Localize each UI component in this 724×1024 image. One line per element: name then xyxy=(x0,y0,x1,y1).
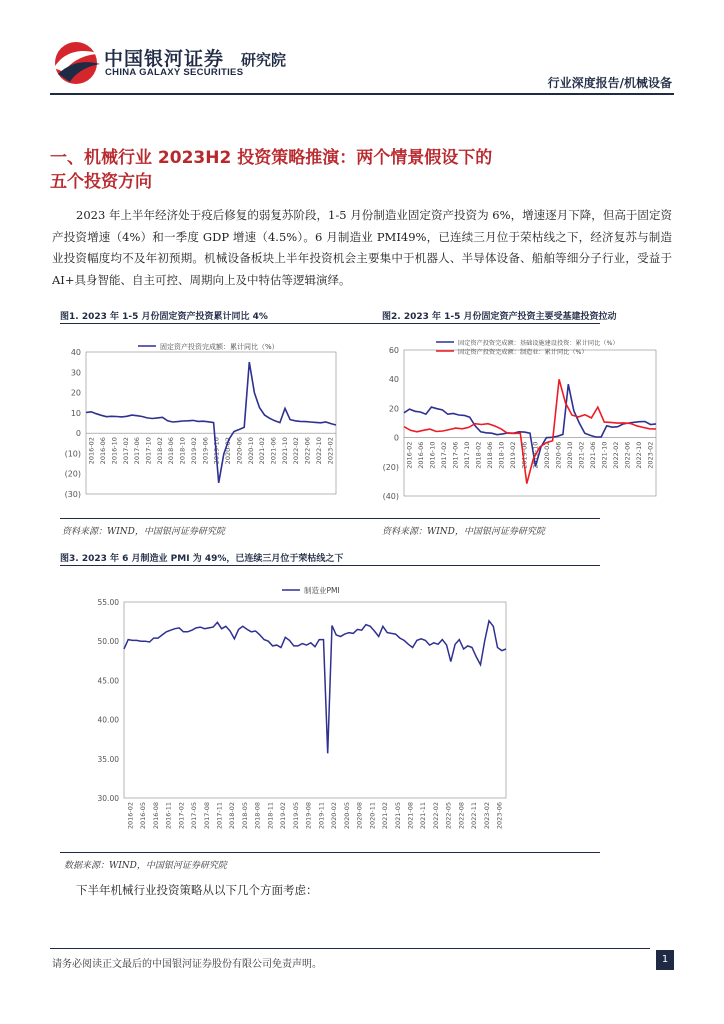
y-tick-label: 60 xyxy=(388,346,399,355)
x-tick-label: 2019-11 xyxy=(317,802,326,830)
x-tick-label: 2022-06 xyxy=(623,441,632,469)
x-tick-label: 2018-02 xyxy=(474,441,483,469)
y-tick-label: 0 xyxy=(393,433,399,443)
fig3-bottom-rule xyxy=(60,852,600,853)
x-tick-label: 2017-02 xyxy=(440,441,449,469)
x-tick-label: 2018-06 xyxy=(485,441,494,469)
y-tick-label: 40.00 xyxy=(97,715,119,725)
x-tick-label: 2021-10 xyxy=(600,441,609,469)
y-tick-label: (30) xyxy=(64,490,81,499)
x-tick-label: 2017-06 xyxy=(451,441,460,469)
x-tick-label: 2018-05 xyxy=(240,802,249,830)
x-tick-label: 2022-10 xyxy=(314,437,323,465)
x-tick-label: 2021-05 xyxy=(393,802,402,830)
galaxy-logo-icon xyxy=(50,40,102,86)
x-tick-label: 2022-05 xyxy=(444,802,453,830)
x-tick-label: 2021-06 xyxy=(589,441,597,469)
x-tick-label: 2021-08 xyxy=(406,802,415,830)
x-tick-label: 2022-08 xyxy=(457,802,466,830)
legend-label-1: 固定资产投资完成额：制造业：累计同比（%） xyxy=(458,349,588,356)
x-tick-label: 2022-02 xyxy=(611,441,620,469)
x-tick-label: 2019-06 xyxy=(201,437,210,465)
x-tick-label: 2021-02 xyxy=(258,437,267,465)
x-tick-label: 2021-02 xyxy=(381,802,390,830)
x-tick-label: 2019-10 xyxy=(531,441,540,469)
x-tick-label: 2022-11 xyxy=(470,802,479,830)
x-tick-label: 2020-02 xyxy=(330,802,339,830)
fig3-title: 图3. 2023 年 6 月制造业 PMI 为 49%，已连续三月位于荣枯线之下 xyxy=(60,554,344,564)
footer-disclaimer: 请务必阅读正文最后的中国银河证券股份有限公司免责声明。 xyxy=(52,959,322,970)
fig-row-top-rule xyxy=(60,323,600,324)
x-tick-label: 2020-05 xyxy=(342,802,351,830)
y-tick-label: (20) xyxy=(64,469,81,479)
x-tick-label: 2020-10 xyxy=(246,437,255,465)
x-tick-label: 2016-06 xyxy=(99,437,108,465)
x-tick-label: 2019-02 xyxy=(508,441,517,469)
page-number: 1 xyxy=(656,950,674,970)
logo-text-en: CHINA GALAXY SECURITIES xyxy=(105,67,244,78)
fig-row-bottom-rule xyxy=(60,518,600,519)
series-line-0 xyxy=(124,621,506,754)
x-tick-label: 2019-06 xyxy=(520,441,529,469)
x-tick-label: 2020-06 xyxy=(235,437,244,465)
x-tick-label: 2021-02 xyxy=(577,441,586,469)
legend-label-0: 固定资产投资完成额：累计同比（%） xyxy=(160,343,279,351)
fig2-source: 资料来源：WIND，中国银河证券研究院 xyxy=(382,527,545,537)
fig2-title: 图2. 2023 年 1-5 月份固定资产投资主要受基建投资拉动 xyxy=(382,312,617,322)
x-tick-label: 2022-10 xyxy=(634,441,643,469)
fig2-chart xyxy=(376,328,666,518)
x-tick-label: 2023-02 xyxy=(326,437,335,465)
fig3-source: 数据来源：WIND，中国银河证券研究院 xyxy=(64,861,227,871)
x-tick-label: 2023-06 xyxy=(495,802,504,830)
x-tick-label: 2017-10 xyxy=(144,437,153,465)
x-tick-label: 2019-05 xyxy=(291,802,300,830)
fig3-chart xyxy=(60,570,600,850)
plot-frame xyxy=(124,602,506,798)
x-tick-label: 2023-02 xyxy=(482,802,491,830)
x-tick-label: 2016-10 xyxy=(110,437,119,465)
x-tick-label: 2017-02 xyxy=(121,437,130,465)
x-tick-label: 2018-10 xyxy=(497,441,506,469)
x-tick-label: 2022-02 xyxy=(292,437,301,465)
fig3-top-rule xyxy=(60,565,600,566)
y-tick-label: 20 xyxy=(388,404,399,414)
y-tick-label: 45.00 xyxy=(97,676,119,686)
x-tick-label: 2017-06 xyxy=(133,437,142,465)
fig1-title: 图1. 2023 年 1-5 月份固定资产投资累计同比 4% xyxy=(60,312,268,322)
y-tick-label: 50.00 xyxy=(97,637,119,647)
x-tick-label: 2016-02 xyxy=(405,441,414,469)
section-title-line1: 一、机械行业 2023H2 投资策略推演：两个情景假设下的 xyxy=(50,148,493,168)
legend-label-0: 制造业PMI xyxy=(304,586,340,595)
x-tick-label: 2022-06 xyxy=(303,437,312,465)
x-tick-label: 2016-11 xyxy=(164,802,173,830)
x-tick-label: 2016-08 xyxy=(151,802,160,830)
x-tick-label: 2016-05 xyxy=(139,802,148,830)
x-tick-label: 2020-06 xyxy=(554,441,563,469)
x-tick-label: 2016-10 xyxy=(428,441,437,469)
section-title-line2: 五个投资方向 xyxy=(50,172,152,192)
x-tick-label: 2023-02 xyxy=(646,441,655,469)
report-tag: 行业深度报告/机械设备 xyxy=(547,76,672,90)
x-tick-label: 2016-06 xyxy=(417,441,426,469)
x-tick-label: 2021-06 xyxy=(269,437,278,465)
x-tick-label: 2017-05 xyxy=(190,802,199,830)
x-tick-label: 2019-10 xyxy=(212,437,221,465)
section-title xyxy=(50,146,650,194)
y-tick-label: 35.00 xyxy=(97,754,119,764)
next-paragraph: 下半年机械行业投资策略从以下几个方面考虑： xyxy=(76,883,318,897)
y-tick-label: 55.00 xyxy=(97,598,119,607)
x-tick-label: 2019-02 xyxy=(279,802,288,830)
x-tick-label: 2017-11 xyxy=(215,802,224,830)
footer-rule xyxy=(50,948,650,949)
x-tick-label: 2019-08 xyxy=(304,802,313,830)
institute-name: 研究院 xyxy=(241,51,287,69)
x-tick-label: 2018-02 xyxy=(155,437,164,465)
x-tick-label: 2022-02 xyxy=(431,802,440,830)
x-tick-label: 2017-10 xyxy=(463,441,471,469)
x-tick-label: 2021-11 xyxy=(419,802,428,830)
header-rule xyxy=(50,93,674,95)
y-tick-label: 0 xyxy=(75,429,81,439)
x-tick-label: 2016-02 xyxy=(87,437,96,465)
y-tick-label: (10) xyxy=(64,449,81,459)
x-tick-label: 2020-11 xyxy=(368,802,377,830)
body-paragraph-text: 2023 年上半年经济处于疫后修复的弱复苏阶段，1-5 月份制造业固定资产投资为 6%，增速逐月下降，但高于固定资产投资增速（4%）和一季度 GDP 增速（4.5%）。6 月制造业 PMI49%，已连续三月位于荣枯线之下，经济复苏与制造业投资幅度均不及年初预期。机械设备板块上半年投资机会主要集中于机器人、半导体设备、船舶等细分子行业，受益于 AI+具身智能、自主可控、周期向上及中特估等逻辑演绎。 xyxy=(52,208,672,287)
x-tick-label: 2020-02 xyxy=(543,441,552,469)
x-tick-label: 2018-10 xyxy=(178,437,187,465)
y-tick-label: (20) xyxy=(382,462,399,472)
x-tick-label: 2018-11 xyxy=(266,802,275,830)
fig1-source: 资料来源：WIND，中国银河证券研究院 xyxy=(62,527,225,537)
x-tick-label: 2019-02 xyxy=(189,437,198,465)
x-tick-label: 2018-02 xyxy=(228,802,237,830)
logo-text-cn: 中国银河证券 xyxy=(104,48,225,70)
fig1-chart xyxy=(56,328,346,518)
y-tick-label: 40 xyxy=(388,375,399,385)
x-tick-label: 2020-02 xyxy=(224,437,233,465)
x-tick-label: 2018-08 xyxy=(253,802,262,830)
x-tick-label: 2017-08 xyxy=(202,802,211,830)
x-tick-label: 2020-10 xyxy=(566,441,575,469)
x-tick-label: 2017-02 xyxy=(177,802,186,830)
y-tick-label: 10 xyxy=(70,408,81,418)
y-tick-label: (40) xyxy=(382,492,399,501)
x-tick-label: 2016-02 xyxy=(126,802,135,830)
y-tick-label: 20 xyxy=(70,388,81,398)
y-tick-label: 40 xyxy=(70,348,81,357)
x-tick-label: 2021-10 xyxy=(280,437,289,465)
y-tick-label: 30 xyxy=(70,368,81,378)
legend-label-0: 固定资产投资完成额：基础设施建设投资：累计同比（%） xyxy=(458,340,619,347)
y-tick-label: 30.00 xyxy=(97,794,119,803)
x-tick-label: 2018-06 xyxy=(167,437,176,465)
body-paragraph xyxy=(52,205,672,291)
x-tick-label: 2020-08 xyxy=(355,802,364,830)
